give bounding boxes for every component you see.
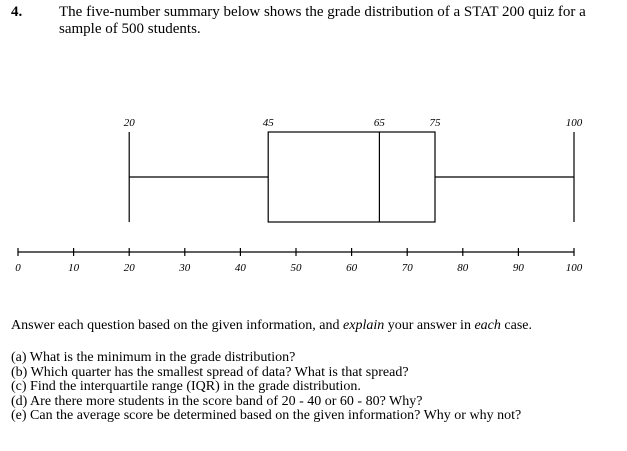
summary-value-labels: [124, 117, 583, 129]
axis-tick-label: 20: [123, 262, 135, 274]
question-number: 4.: [11, 4, 23, 20]
question-a: (a) What is the minimum in the grade distribution?: [11, 350, 296, 365]
axis-tick-label: 90: [512, 262, 524, 274]
axis-tick-label: 40: [234, 262, 246, 274]
question-list: [11, 351, 521, 424]
iqr-box: [268, 132, 435, 222]
axis-tick-label: 100: [565, 262, 583, 274]
value-label-median: 65: [373, 117, 385, 129]
axis-tick-label: 10: [68, 262, 80, 274]
axis-tick-label: 30: [179, 262, 191, 274]
value-label-q1: 45: [262, 117, 274, 129]
question-d: (d) Are there more students in the score band of 20 - 40 or 60 - 80? Why?: [11, 393, 423, 409]
value-label-min: 20: [123, 117, 135, 129]
axis-tick-label: 70: [401, 262, 413, 274]
axis-tick-label: 50: [290, 262, 302, 274]
axis-tick-label: 80: [457, 262, 469, 274]
axis-tick-label: 60: [346, 262, 358, 274]
number-line-axis: [15, 248, 583, 274]
question-e: (e) Can the average score be determined based on the given information? Why or why not?: [11, 408, 522, 424]
value-label-q3: 75: [429, 117, 441, 129]
question-c: (c) Find the interquartile range (IQR) in the grade distribution.: [11, 379, 361, 395]
instructions: Answer each question based on the given information, and explain your answer in each case.: [11, 318, 532, 333]
question-b: (b) Which quarter has the smallest spread of data? What is that spread?: [11, 364, 409, 380]
question-stem: The five-number summary below shows the grade distribution of a STAT 200 quiz for a sample of 500 students.: [59, 4, 586, 37]
axis-tick-label: 0: [15, 262, 21, 274]
value-label-max: 100: [565, 117, 583, 129]
box-and-whiskers: [129, 132, 574, 222]
